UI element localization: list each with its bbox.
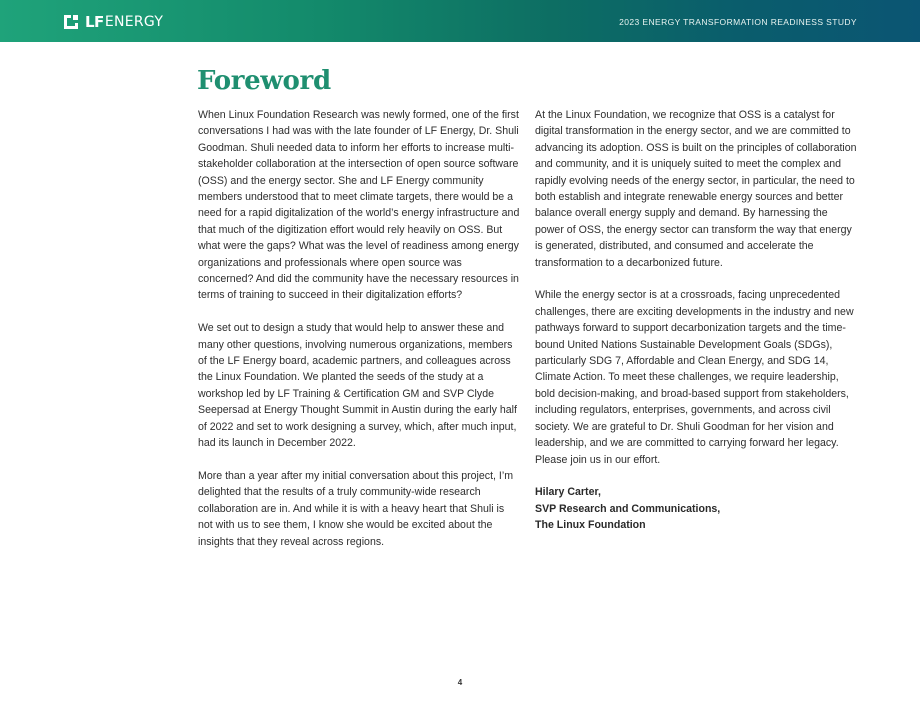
page-number: 4 (457, 678, 463, 687)
logo-lf-text: LF (85, 13, 104, 31)
page-title: Foreword (197, 66, 331, 96)
paragraph: When Linux Foundation Research was newly formed, one of the first conversations I had was with the late founder of LF Energy, Dr. Shuli Goodman. Shuli needed data to inform her efforts to increase multi-stakeholder collaboration at the intersection of open source software (OSS) and the energy sector. She and LF Energy community members understood that to meet climate targets, there would be a need for a rapid digitalization of the world’s energy infrastructure and that much of the digitization effort would rely heavily on OSS. But what were the gaps? What was the level of readiness among energy organizations and professionals where open source was concerned? And did the community have the necessary resources in terms of training to succeed in their digitalization efforts? (198, 109, 520, 302)
signature-role: SVP Research and Communications, (535, 502, 721, 515)
signature-block (535, 484, 857, 533)
paragraph: We set out to design a study that would help to answer these and many other questions, involving numerous organizations, members of the LF Energy board, academic partners, and colleagues across the Linux Foundation. We planted the seeds of the study at a workshop led by LF Training & Certification GM and SVP Clyde Seepersad at Energy Thought Summit in Austin during the early half of 2022 and set to work designing a survey, which, after much input, had its launch in December 2022. (198, 322, 517, 450)
logo-energy-text: ENERGY (104, 14, 164, 30)
paragraph: While the energy sector is at a crossroads, facing unprecedented challenges, there are exciting developments in the industry and new pathways forward to support decarbonization targets and the time-bound United Nations Sustainable Development Goals (SDGs), particularly SDG 7, Affordable and Clean Energy, and SDG 14, Climate Action. To meet these challenges, we require leadership, bold decision-making, and broad-based support from stakeholders, including regulators, enterprises, governments, and across civil society. We are grateful to Dr. Shuli Goodman for her vision and leadership, and we are committed to carrying forward her legacy. Please join us in our effort. (535, 289, 854, 466)
lf-logo-mark-icon (62, 14, 82, 30)
right-column (535, 107, 857, 534)
left-column (198, 107, 520, 566)
paragraph: More than a year after my initial conversation about this project, I’m delighted that the results of a truly community-wide research collaboration are in. And while it is with a heavy heart that Shuli is not with us to see them, I know she would be excited about the insights that they reveal across regions. (198, 469, 514, 548)
paragraph: At the Linux Foundation, we recognize that OSS is a catalyst for digital transformation in the energy sector, and we are committed to advancing its adoption. OSS is built on the principles of collaboration and community, and it is uniquely suited to meet the complex and rapidly evolving needs of the energy sector, in particular, the need to both establish and integrate renewable energy sources and better balance overall energy supply and demand. By harnessing the power of OSS, the energy sector can transform the way that energy is generated, distributed, and consumed and accelerate the transformation to a decarbonized future. (535, 109, 857, 269)
lf-energy-logo (62, 13, 163, 31)
signature-name: Hilary Carter, (535, 486, 601, 499)
study-title: 2023 ENERGY TRANSFORMATION READINESS STUDY (619, 17, 857, 27)
signature-org: The Linux Foundation (535, 519, 646, 532)
page-header (0, 0, 920, 42)
